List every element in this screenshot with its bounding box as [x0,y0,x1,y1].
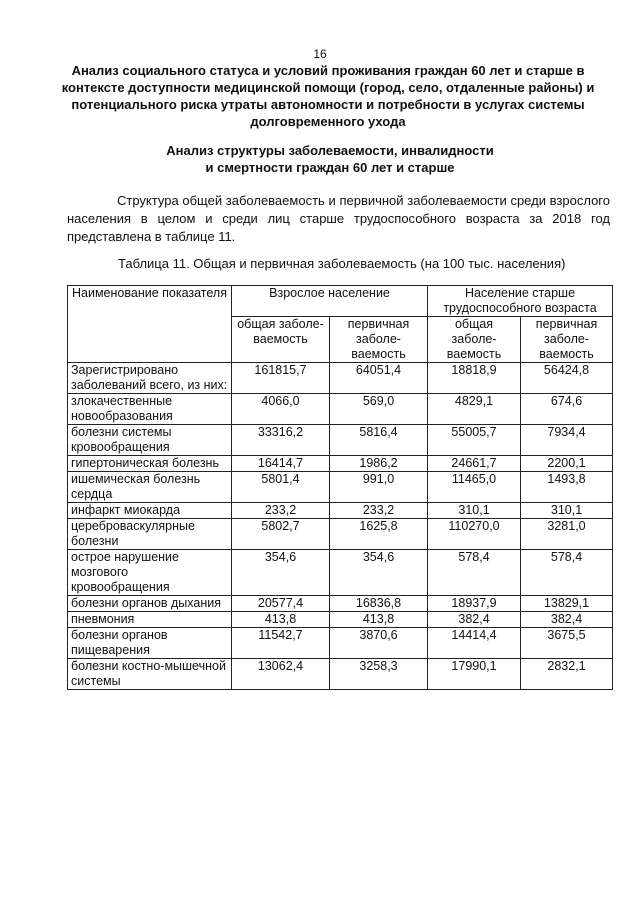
header-adult-population: Взрослое население [232,286,428,317]
header-senior-population: Население старше трудоспособного возраста [428,286,613,317]
section-title [80,142,580,176]
senior-primary-value: 13829,1 [521,596,613,612]
table-row [68,456,613,472]
adult-total-value: 16414,7 [232,456,330,472]
senior-total-value: 18937,9 [428,596,521,612]
table-row [68,503,613,519]
row-name: острое нарушение мозгового кровообращения [68,550,232,596]
table-row [68,612,613,628]
row-name: пневмония [68,612,232,628]
senior-primary-value: 7934,4 [521,425,613,456]
row-name: цереброваскулярные болезни [68,519,232,550]
senior-total-value: 382,4 [428,612,521,628]
row-name: болезни системы кровообращения [68,425,232,456]
row-name: Зарегистрировано заболеваний всего, из них: [68,363,232,394]
row-name: болезни костно-мышечной системы [68,659,232,690]
senior-primary-value: 2200,1 [521,456,613,472]
subheader-senior-primary: первичная заболе-ваемость [521,317,613,363]
senior-total-value: 110270,0 [428,519,521,550]
table-row [68,596,613,612]
row-name: инфаркт миокарда [68,503,232,519]
row-name: ишемическая болезнь сердца [68,472,232,503]
senior-primary-value: 578,4 [521,550,613,596]
adult-total-value: 413,8 [232,612,330,628]
table-row [68,363,613,394]
table-caption: Таблица 11. Общая и первичная заболеваемость (на 100 тыс. населения) [118,256,566,271]
main-title: Анализ социального статуса и условий проживания граждан 60 лет и старше в контексте доступности медицинской помощи (город, село, отдаленные районы) и потенциального риска утраты автономности и потребности в услугах системы долговременного ухода [61,63,595,129]
adult-total-value: 11542,7 [232,628,330,659]
adult-primary-value: 5816,4 [330,425,428,456]
senior-total-value: 4829,1 [428,394,521,425]
header-indicator-name: Наименование показателя [68,286,232,363]
adult-total-value: 5802,7 [232,519,330,550]
section-title-line-2: и смертности граждан 60 лет и старше [205,160,455,175]
senior-total-value: 18818,9 [428,363,521,394]
adult-primary-value: 64051,4 [330,363,428,394]
adult-primary-value: 991,0 [330,472,428,503]
table-row [68,659,613,690]
senior-primary-value: 382,4 [521,612,613,628]
adult-primary-value: 1986,2 [330,456,428,472]
senior-total-value: 11465,0 [428,472,521,503]
senior-primary-value: 310,1 [521,503,613,519]
table-row [68,472,613,503]
subheader-adult-total: общая заболе-ваемость [232,317,330,363]
senior-primary-value: 1493,8 [521,472,613,503]
adult-primary-value: 1625,8 [330,519,428,550]
row-name: гипертоническая болезнь [68,456,232,472]
subheader-adult-primary: первичная заболе-ваемость [330,317,428,363]
adult-total-value: 161815,7 [232,363,330,394]
adult-total-value: 20577,4 [232,596,330,612]
senior-primary-value: 2832,1 [521,659,613,690]
adult-primary-value: 354,6 [330,550,428,596]
table-row [68,550,613,596]
adult-total-value: 5801,4 [232,472,330,503]
row-name: болезни органов дыхания [68,596,232,612]
row-name: болезни органов пищеварения [68,628,232,659]
page-number: 16 [313,47,327,61]
senior-primary-value: 3675,5 [521,628,613,659]
adult-total-value: 354,6 [232,550,330,596]
senior-total-value: 17990,1 [428,659,521,690]
adult-primary-value: 3870,6 [330,628,428,659]
adult-primary-value: 3258,3 [330,659,428,690]
senior-total-value: 14414,4 [428,628,521,659]
senior-total-value: 310,1 [428,503,521,519]
senior-primary-value: 56424,8 [521,363,613,394]
adult-primary-value: 413,8 [330,612,428,628]
adult-total-value: 13062,4 [232,659,330,690]
subheader-senior-total: общая заболе-ваемость [428,317,521,363]
adult-primary-value: 16836,8 [330,596,428,612]
adult-primary-value: 569,0 [330,394,428,425]
morbidity-table [67,285,613,690]
adult-primary-value: 233,2 [330,503,428,519]
table-row [68,394,613,425]
intro-paragraph: Структура общей заболеваемость и первичной заболеваемости среди взрослого населения в целом и среди лиц старше трудоспособного возраста за 2018 год представлена в таблице 11. [67,193,610,244]
adult-total-value: 233,2 [232,503,330,519]
table-header-row [68,286,613,317]
senior-primary-value: 674,6 [521,394,613,425]
table-row [68,425,613,456]
table-row [68,519,613,550]
adult-total-value: 33316,2 [232,425,330,456]
senior-primary-value: 3281,0 [521,519,613,550]
senior-total-value: 55005,7 [428,425,521,456]
adult-total-value: 4066,0 [232,394,330,425]
senior-total-value: 578,4 [428,550,521,596]
table-row [68,628,613,659]
section-title-line-1: Анализ структуры заболеваемости, инвалидности [166,143,494,158]
row-name: злокачественные новообразования [68,394,232,425]
senior-total-value: 24661,7 [428,456,521,472]
